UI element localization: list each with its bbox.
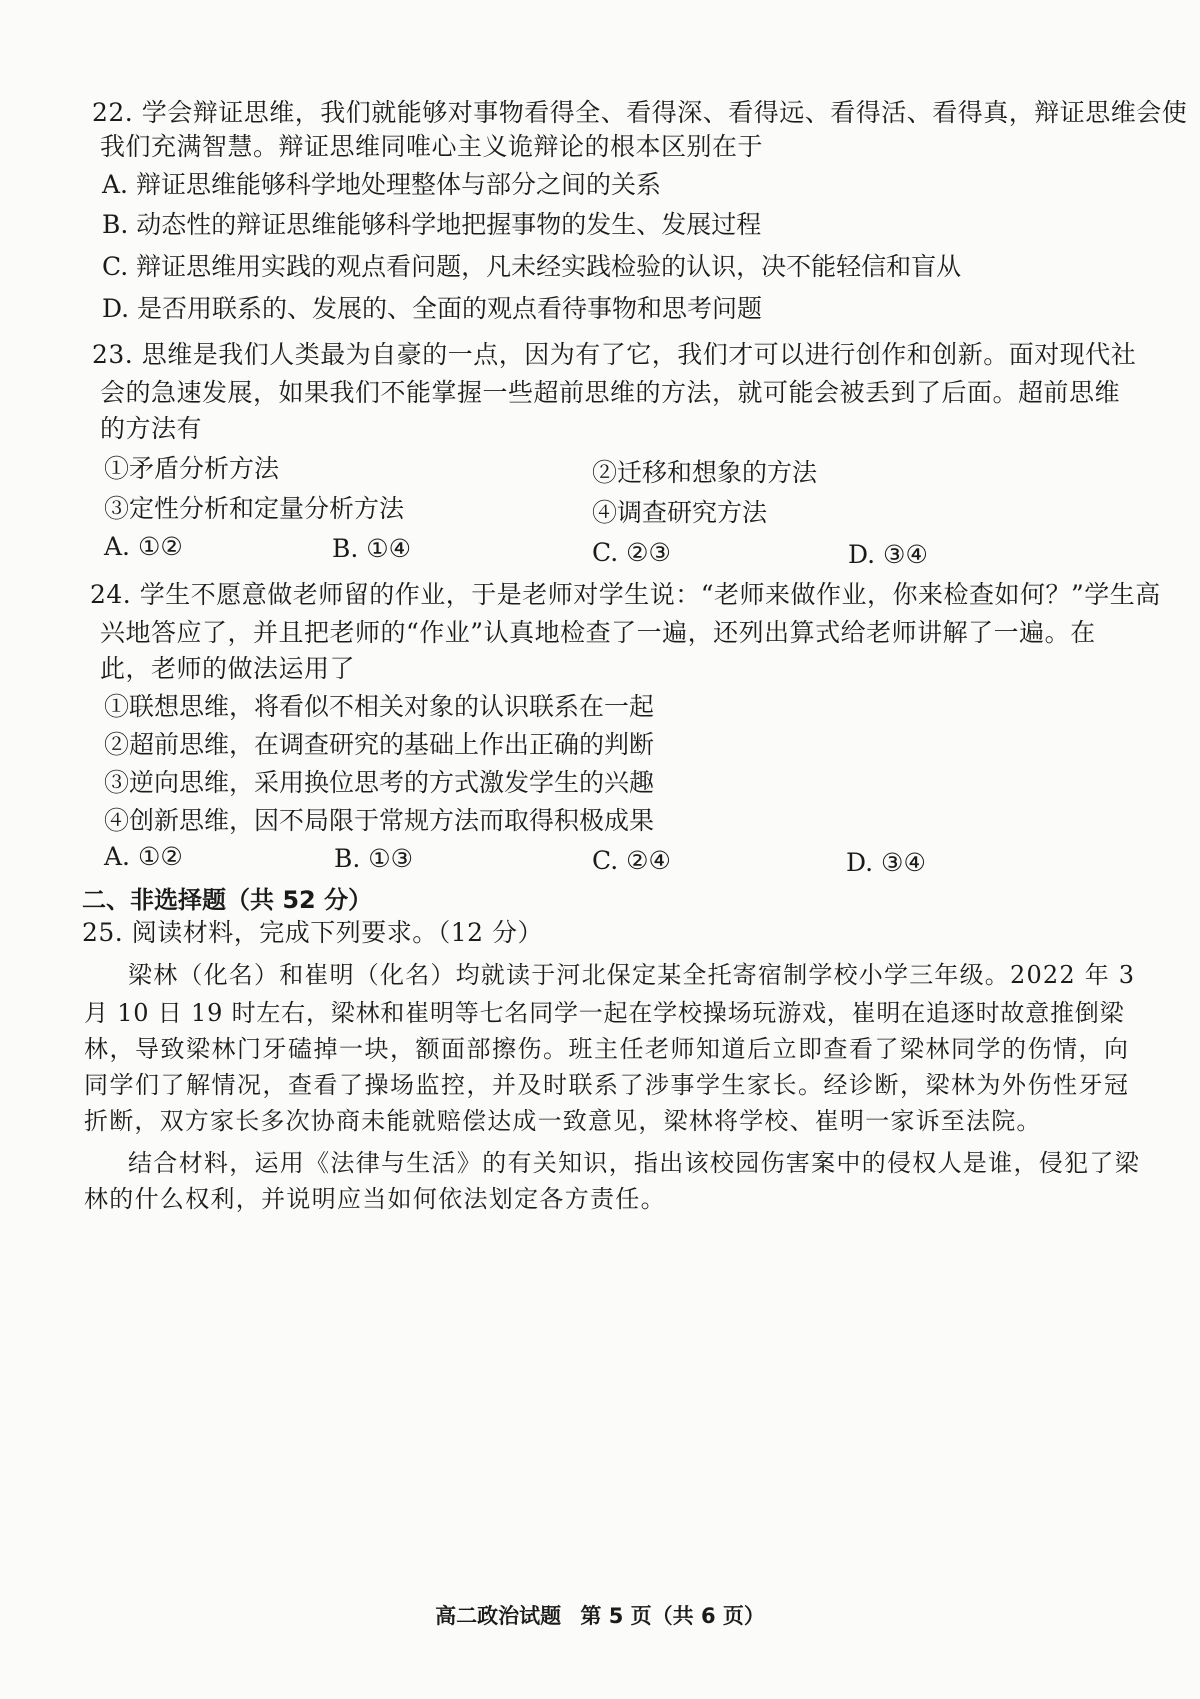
q25-stem: 25. 阅读材料，完成下列要求。（12 分） <box>82 918 543 947</box>
q22-option-a: A. 辩证思维能够科学地处理整体与部分之间的关系 <box>102 170 661 199</box>
q24-choice-c: C. ②④ <box>592 846 671 875</box>
q25-material-line1: 梁林（化名）和崔明（化名）均就读于河北保定某全托寄宿制学校小学三年级。2022 年 3 <box>128 961 1136 989</box>
q23-choice-c: C. ②③ <box>592 538 671 567</box>
q23-choice-a: A. ①② <box>104 532 183 561</box>
q22-stem-line2: 我们充满智慧。辩证思维同唯心主义诡辩论的根本区别在于 <box>100 132 764 161</box>
q22-option-c: C. 辩证思维用实践的观点看问题，凡未经实践检验的认识，决不能轻信和盲从 <box>102 252 962 281</box>
q23-item-2: ②迁移和想象的方法 <box>592 458 818 487</box>
q23-item-1: ①矛盾分析方法 <box>104 454 280 483</box>
q22-stem-line1: 22. 学会辩证思维，我们就能够对事物看得全、看得深、看得远、看得活、看得真，辩证思维会使 <box>92 98 1188 127</box>
q23-item-3: ③定性分析和定量分析方法 <box>104 494 405 523</box>
q23-choice-d: D. ③④ <box>848 540 928 569</box>
q22-option-b: B. 动态性的辩证思维能够科学地把握事物的发生、发展过程 <box>102 210 762 239</box>
q23-stem-line2: 会的急速发展，如果我们不能掌握一些超前思维的方法，就可能会被丢到了后面。超前思维 <box>100 378 1121 407</box>
q24-choice-d: D. ③④ <box>846 848 926 877</box>
footer-page-number: 第 5 页（共 6 页） <box>580 1604 765 1628</box>
q24-item-3: ③逆向思维，采用换位思考的方式激发学生的兴趣 <box>104 768 655 797</box>
q24-choice-b: B. ①③ <box>334 844 414 873</box>
q24-item-4: ④创新思维，因不局限于常规方法而取得积极成果 <box>104 806 655 835</box>
q24-stem-line3: 此，老师的做法运用了 <box>100 654 356 683</box>
q25-task-line2: 林的什么权利，并说明应当如何依法划定各方责任。 <box>84 1185 666 1213</box>
q23-stem-line3: 的方法有 <box>100 414 203 443</box>
q24-item-1: ①联想思维，将看似不相关对象的认识联系在一起 <box>104 692 655 721</box>
q22-option-d: D. 是否用联系的、发展的、全面的观点看待事物和思考问题 <box>102 294 763 323</box>
page-footer <box>0 1600 1200 1630</box>
q24-stem-line1: 24. 学生不愿意做老师留的作业，于是老师对学生说：“老师来做作业，你来检查如何？”学生高 <box>90 580 1161 609</box>
section2-title: 二、非选择题（共 52 分） <box>82 886 373 914</box>
q25-task-line1: 结合材料，运用《法律与生活》的有关知识，指出该校园伤害案中的侵权人是谁，侵犯了梁 <box>128 1149 1140 1177</box>
q25-material-line5: 折断，双方家长多次协商未能就赔偿达成一致意见，梁林将学校、崔明一家诉至法院。 <box>84 1107 1042 1135</box>
q25-material-line4: 同学们了解情况，查看了操场监控，并及时联系了涉事学生家长。经诊断，梁林为外伤性牙冠 <box>84 1071 1130 1099</box>
q23-choice-b: B. ①④ <box>332 534 412 563</box>
q25-material-line2: 月 10 日 19 时左右，梁林和崔明等七名同学一起在学校操场玩游戏，崔明在追逐时故意推倒梁 <box>84 999 1125 1027</box>
q23-item-4: ④调查研究方法 <box>592 498 768 527</box>
q24-choice-a: A. ①② <box>104 842 183 871</box>
q23-stem-line1: 23. 思维是我们人类最为自豪的一点，因为有了它，我们才可以进行创作和创新。面对现代社 <box>92 340 1137 369</box>
q24-item-2: ②超前思维，在调查研究的基础上作出正确的判断 <box>104 730 655 759</box>
q25-material-line3: 林，导致梁林门牙磕掉一块，额面部擦伤。班主任老师知道后立即查看了梁林同学的伤情，向 <box>84 1035 1130 1063</box>
q24-stem-line2: 兴地答应了，并且把老师的“作业”认真地检查了一遍，还列出算式给老师讲解了一遍。在 <box>100 618 1096 647</box>
footer-subject: 高二政治试题 <box>435 1604 562 1628</box>
